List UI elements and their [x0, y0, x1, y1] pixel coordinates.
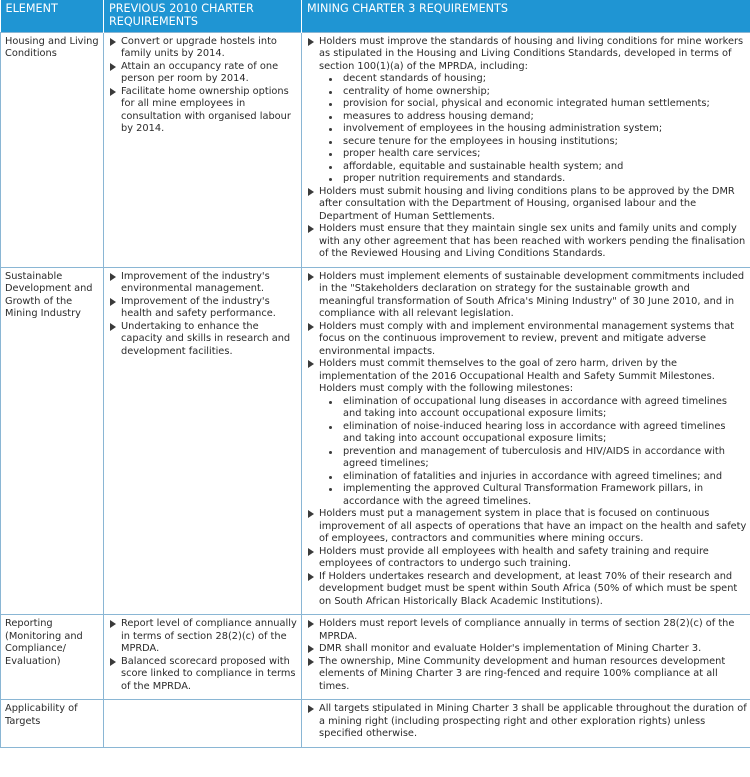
dot-bullet-icon: [329, 141, 332, 144]
mining-charter-3-cell: [302, 32, 750, 267]
sub-list-item: [319, 136, 747, 149]
dot-bullet-icon: [329, 91, 332, 94]
list-item-text: Improvement of the industry's health and safety performance.: [121, 295, 276, 319]
dot-bullet-icon: [329, 488, 332, 491]
list-item: [306, 618, 747, 643]
dot-bullet-icon: [329, 103, 332, 106]
element-cell: Housing and Living Conditions: [1, 32, 104, 267]
list-item: [108, 321, 298, 359]
list-item-text: DMR shall monitor and evaluate Holder's implementation of Mining Charter 3.: [319, 643, 702, 654]
triangle-bullet-icon: [110, 620, 116, 628]
triangle-bullet-icon: [308, 645, 314, 653]
triangle-bullet-icon: [308, 573, 314, 581]
header-previous-2010: PREVIOUS 2010 CHARTER REQUIREMENTS: [104, 0, 302, 32]
dot-bullet-icon: [329, 116, 332, 119]
dot-bullet-icon: [329, 451, 332, 454]
list-item-text: All targets stipulated in Mining Charter 3 shall be applicable throughout the duration of a mining right (including prospecting right and other exploration rights) unless specified otherwise.: [319, 703, 747, 739]
list-item: [306, 571, 747, 609]
sub-list-item: [319, 483, 747, 508]
dot-bullet-icon: [329, 401, 332, 404]
list-item-text: Holders must commit themselves to the goal of zero harm, driven by the implementation of the 2016 Occupational Health and Safety Summit Milestones. Holders must comply with the following milestones:: [319, 358, 715, 394]
triangle-bullet-icon: [308, 188, 314, 196]
list-item-text: Holders must ensure that they maintain single sex units and family units and comply with any other agreement that has been reached with workers pending the finalisation of the Reviewed Housing and Living Conditions Standards.: [319, 223, 746, 259]
triangle-bullet-icon: [308, 620, 314, 628]
triangle-bullet-icon: [308, 510, 314, 518]
list-item-text: Holders must put a management system in place that is focused on continuous improvement of all aspects of operations that have an impact on the health and safety of employees, contractors and communities where mining occurs.: [319, 508, 747, 544]
element-cell: Sustainable Development and Growth of the Mining Industry: [1, 267, 104, 615]
list-item: [108, 296, 298, 321]
list-item-text: Holders must submit housing and living conditions plans to be approved by the DMR after consultation with the Department of Housing, organised labour and the Department of Human Settlements.: [319, 185, 735, 222]
list-item-text: The ownership, Mine Community development and human resources development elements of Mining Charter 3 are ring-fenced and require 100% compliance at all times.: [319, 655, 726, 692]
sub-list-item-text: provision for social, physical and economic integrated human settlements;: [343, 98, 710, 109]
triangle-bullet-icon: [308, 323, 314, 331]
list-item-text: If Holders undertakes research and development, at least 70% of their research and development budget must be spent within South Africa (50% of which must be spent on South African Historically Black Academic Institutions).: [319, 570, 738, 607]
sub-list-item: [319, 173, 747, 186]
triangle-bullet-icon: [110, 88, 116, 96]
previous-requirements-cell: [104, 615, 302, 700]
sub-list-item: [319, 161, 747, 174]
dot-bullet-icon: [329, 476, 332, 479]
sub-list-item-text: prevention and management of tuberculosis and HIV/AIDS in accordance with agreed timelines;: [343, 445, 725, 469]
mining-charter-3-list: [306, 36, 747, 261]
table-row: [1, 615, 750, 700]
triangle-bullet-icon: [308, 548, 314, 556]
dot-bullet-icon: [329, 426, 332, 429]
sub-list-item-text: elimination of occupational lung diseases in accordance with agreed timelines and taking into account occupational exposure limits;: [343, 395, 727, 419]
sub-list-item-text: involvement of employees in the housing administration system;: [343, 123, 663, 134]
dot-bullet-icon: [329, 178, 332, 181]
dot-bullet-icon: [329, 128, 332, 131]
mining-charter-3-list: [306, 703, 747, 741]
sub-list-item: [319, 471, 747, 484]
list-item: [306, 321, 747, 359]
table-row: [1, 32, 750, 267]
list-item: [108, 61, 298, 86]
sub-list-item-text: decent standards of housing;: [343, 73, 487, 84]
list-item: [306, 703, 747, 741]
mining-charter-3-cell: [302, 700, 750, 748]
sub-list-item: [319, 421, 747, 446]
sub-list-item: [319, 111, 747, 124]
previous-requirements-cell: [104, 700, 302, 748]
list-item-text: Balanced scorecard proposed with score linked to compliance in terms of the MPRDA.: [121, 655, 296, 692]
list-item: [306, 358, 747, 508]
list-item-text: Convert or upgrade hostels into family units by 2014.: [121, 35, 277, 59]
list-item-text: Report level of compliance annually in terms of section 28(2)(c) of the MPRDA.: [121, 618, 297, 654]
list-item: [306, 271, 747, 321]
previous-requirements-cell: [104, 32, 302, 267]
sub-list-item-text: implementing the approved Cultural Transformation Framework pillars, in accordance with the agreed timelines.: [343, 483, 704, 507]
list-item-text: Holders must provide all employees with health and safety training and require employees of contractors to undergo such training.: [319, 545, 709, 569]
list-item-text: Facilitate home ownership options for all mine employees in consultation with organised labour by 2014.: [121, 85, 291, 134]
list-item: [108, 618, 298, 656]
list-item: [306, 186, 747, 224]
mining-charter-3-list: [306, 618, 747, 693]
dot-bullet-icon: [329, 153, 332, 156]
header-element: ELEMENT: [1, 0, 104, 32]
sub-list-item-text: elimination of fatalities and injuries in accordance with agreed timelines; and: [343, 470, 723, 482]
mining-charter-3-cell: [302, 267, 750, 615]
list-item-text: Holders must implement elements of sustainable development commitments included in the "Stakeholders declaration on strategy for the sustainable growth and meaningful transformation of South Africa's Mining Industry" of 30 June 2010, and in compliance with all relevant legislation.: [319, 270, 745, 319]
dot-bullet-icon: [329, 166, 332, 169]
triangle-bullet-icon: [110, 38, 116, 46]
header-mining-charter-3: MINING CHARTER 3 REQUIREMENTS: [302, 0, 750, 32]
sub-list-item: [319, 73, 747, 86]
sub-list-item-text: affordable, equitable and sustainable health system; and: [343, 160, 624, 172]
previous-requirements-list: [108, 618, 298, 693]
list-item: [108, 271, 298, 296]
sub-list-item: [319, 86, 747, 99]
list-item-text: Improvement of the industry's environmental management.: [121, 270, 270, 294]
header-row: [1, 0, 750, 32]
list-item: [306, 223, 747, 261]
sub-list-item-text: proper health care services;: [343, 148, 481, 159]
table-row: [1, 700, 750, 748]
sub-list-item: [319, 148, 747, 161]
element-cell: Applicability of Targets: [1, 700, 104, 748]
table-row: [1, 267, 750, 615]
previous-requirements-list: [108, 36, 298, 136]
list-item-text: Holders must improve the standards of housing and living conditions for mine workers as stipulated in the Housing and Living Conditions Standards, developed in terms of section 100(1)(a) of the MPRDA, including:: [319, 35, 744, 72]
list-item: [306, 656, 747, 694]
list-item: [306, 643, 747, 656]
sub-list-item: [319, 396, 747, 421]
triangle-bullet-icon: [110, 658, 116, 666]
triangle-bullet-icon: [110, 273, 116, 281]
sub-list: [319, 73, 747, 186]
triangle-bullet-icon: [308, 225, 314, 233]
list-item: [306, 546, 747, 571]
triangle-bullet-icon: [308, 658, 314, 666]
triangle-bullet-icon: [308, 705, 314, 713]
triangle-bullet-icon: [110, 323, 116, 331]
sub-list-item-text: centrality of home ownership;: [343, 85, 490, 97]
sub-list-item-text: measures to address housing demand;: [343, 110, 534, 122]
sub-list-item: [319, 98, 747, 111]
list-item-text: Undertaking to enhance the capacity and skills in research and development facilities.: [121, 320, 291, 357]
sub-list-item-text: proper nutrition requirements and standards.: [343, 173, 566, 184]
sub-list-item: [319, 446, 747, 471]
list-item-text: Attain an occupancy rate of one person per room by 2014.: [121, 60, 279, 84]
triangle-bullet-icon: [308, 38, 314, 46]
mining-charter-3-list: [306, 271, 747, 609]
sub-list-item: [319, 123, 747, 136]
list-item: [306, 508, 747, 546]
triangle-bullet-icon: [110, 298, 116, 306]
list-item: [306, 36, 747, 186]
list-item: [108, 86, 298, 136]
dot-bullet-icon: [329, 78, 332, 81]
sub-list: [319, 396, 747, 509]
sub-list-item-text: secure tenure for the employees in housing institutions;: [343, 135, 618, 147]
list-item: [108, 656, 298, 694]
triangle-bullet-icon: [110, 63, 116, 71]
triangle-bullet-icon: [308, 360, 314, 368]
mining-charter-3-cell: [302, 615, 750, 700]
triangle-bullet-icon: [308, 273, 314, 281]
element-cell: Reporting (Monitoring and Compliance/ Evaluation): [1, 615, 104, 700]
list-item: [108, 36, 298, 61]
list-item-text: Holders must comply with and implement environmental management systems that focus on the continuous improvement to review, prevent and mitigate adverse environmental impacts.: [319, 320, 735, 357]
previous-requirements-cell: [104, 267, 302, 615]
sub-list-item-text: elimination of noise-induced hearing loss in accordance with agreed timelines and taking into account occupational exposure limits;: [343, 420, 726, 444]
previous-requirements-list: [108, 271, 298, 359]
list-item-text: Holders must report levels of compliance annually in terms of section 28(2)(c) of the MPRDA.: [319, 618, 735, 642]
